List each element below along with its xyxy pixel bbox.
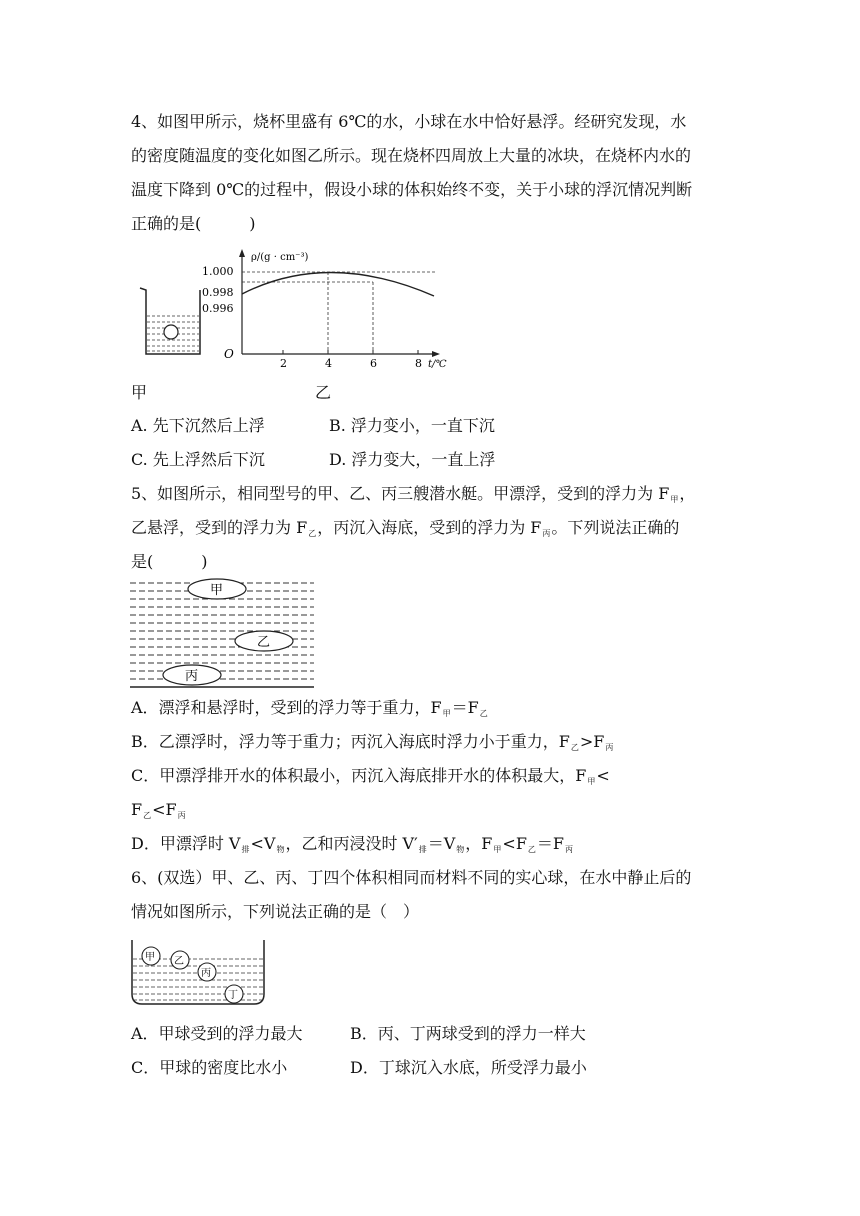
q5-line-2: 乙悬浮，受到的浮力为 F乙，丙沉入海底，受到的浮力为 F丙。下列说法正确的 bbox=[131, 518, 680, 538]
ball-yi-label: 乙 bbox=[174, 956, 184, 967]
ytick-0998: 0.998 bbox=[202, 286, 234, 299]
submarine-yi-label: 乙 bbox=[257, 635, 271, 650]
density-graph bbox=[196, 246, 458, 374]
ball-ding-label: 丁 bbox=[228, 990, 238, 1001]
q5-option-c-cont: F乙<F丙 bbox=[131, 800, 186, 820]
xtick-6: 6 bbox=[370, 357, 377, 370]
q4-line-4: 正确的是( ) bbox=[131, 214, 256, 233]
graph-origin: O bbox=[224, 347, 234, 361]
q4-line-1: 4、如图甲所示，烧杯里盛有 6℃的水，小球在水中恰好悬浮。经研究发现，水 bbox=[131, 112, 687, 131]
figure-label-yi: 乙 bbox=[315, 383, 332, 402]
submarine-bing-label: 丙 bbox=[185, 669, 199, 684]
q4-option-b: B. 浮力变小，一直下沉 bbox=[329, 416, 495, 435]
ytick-0996: 0.996 bbox=[202, 302, 234, 315]
submarine-figure bbox=[130, 577, 315, 689]
q5-option-c: C．甲漂浮排开水的体积最小，丙沉入海底排开水的体积最大，F甲< bbox=[131, 766, 610, 786]
ytick-1000: 1.000 bbox=[202, 265, 234, 278]
submarine-jia-label: 甲 bbox=[210, 583, 224, 598]
q4-option-d: D. 浮力变大，一直上浮 bbox=[329, 450, 496, 469]
ball-bing-label: 丙 bbox=[201, 968, 211, 979]
q4-option-a: A. 先下沉然后上浮 bbox=[131, 416, 265, 435]
xtick-8: 8 bbox=[415, 357, 422, 370]
q6-option-c: C．甲球的密度比水小 bbox=[131, 1058, 288, 1077]
xtick-2: 2 bbox=[280, 357, 287, 370]
ball-jia-label: 甲 bbox=[145, 952, 155, 963]
q4-line-3: 温度下降到 0℃的过程中，假设小球的体积始终不变，关于小球的浮沉情况判断 bbox=[131, 180, 693, 199]
q6-line-2: 情况如图所示，下列说法正确的是（ ） bbox=[131, 902, 420, 921]
graph-ylabel: ρ/(g · cm⁻³) bbox=[251, 252, 309, 263]
q6-line-1: 6、(双选）甲、乙、丙、丁四个体积相同而材料不同的实心球，在水中静止后的 bbox=[131, 868, 692, 887]
tank-figure bbox=[130, 938, 266, 1008]
q5-option-d: D．甲漂浮时 V排<V物，乙和丙浸没时 V′排＝V物，F甲<F乙＝F丙 bbox=[131, 834, 574, 854]
q6-option-a: A．甲球受到的浮力最大 bbox=[131, 1024, 303, 1043]
density-curve bbox=[242, 272, 434, 296]
q6-option-d: D．丁球沉入水底，所受浮力最小 bbox=[350, 1058, 587, 1077]
q5-line-1: 5、如图所示，相同型号的甲、乙、丙三艘潜水艇。甲漂浮，受到的浮力为 F甲， bbox=[131, 484, 696, 504]
graph-xlabel: t/℃ bbox=[428, 359, 447, 370]
q6-option-b: B．丙、丁两球受到的浮力一样大 bbox=[350, 1024, 586, 1043]
xtick-4: 4 bbox=[325, 357, 332, 370]
q5-line-3: 是( ) bbox=[131, 552, 208, 571]
q4-line-2: 的密度随温度的变化如图乙所示。现在烧杯四周放上大量的冰块，在烧杯内水的 bbox=[131, 146, 692, 165]
q5-option-a: A．漂浮和悬浮时，受到的浮力等于重力，F甲＝F乙 bbox=[131, 698, 488, 718]
ball-icon bbox=[164, 325, 178, 339]
figure-label-jia: 甲 bbox=[131, 383, 148, 402]
q5-option-b: B．乙漂浮时，浮力等于重力；丙沉入海底时浮力小于重力，F乙>F丙 bbox=[131, 732, 614, 752]
q4-option-c: C. 先上浮然后下沉 bbox=[131, 450, 265, 469]
